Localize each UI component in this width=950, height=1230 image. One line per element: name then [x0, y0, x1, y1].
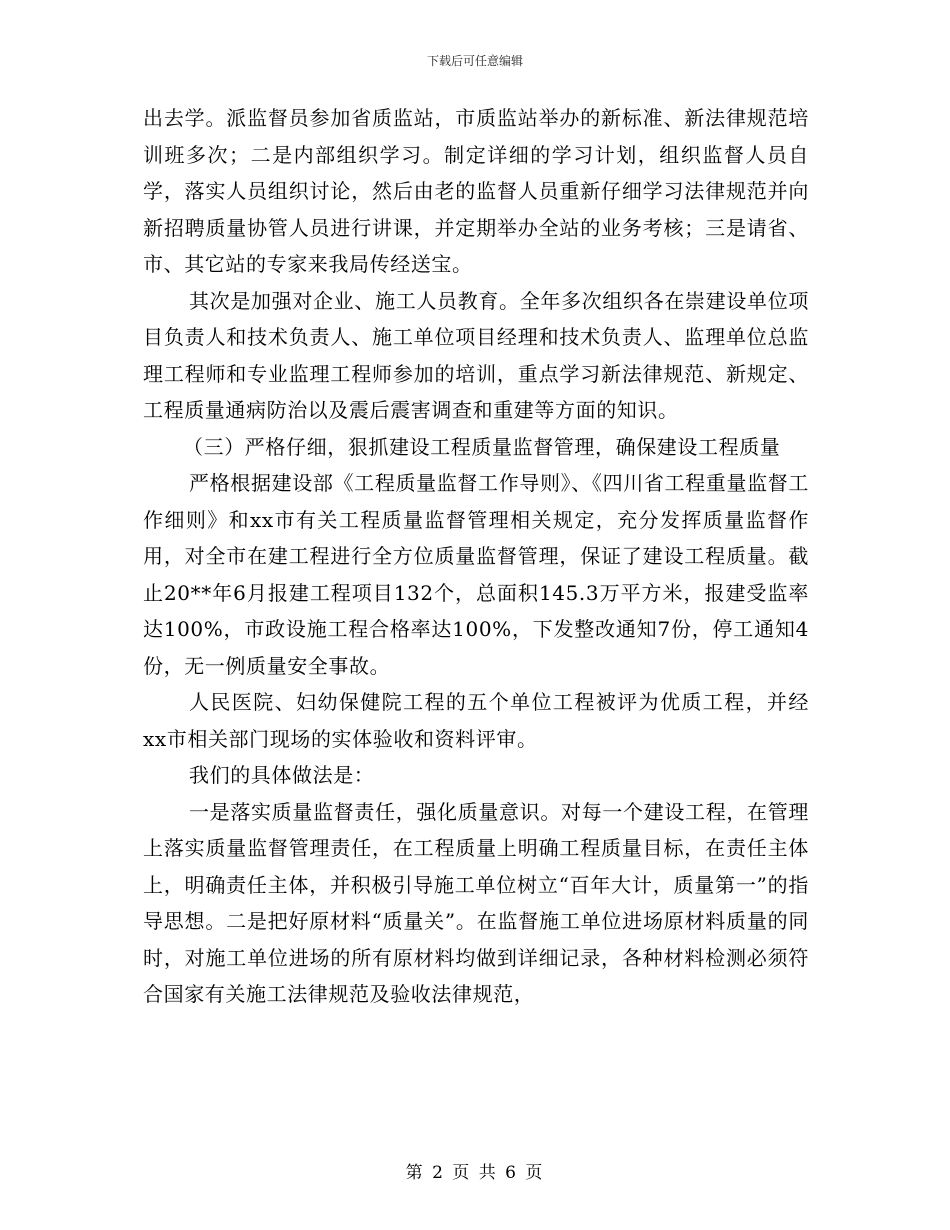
paragraph-6: 一是落实质量监督责任，强化质量意识。对每一个建设工程，在管理上落实质量监督管理责任，在工程质量上明确工程质量目标，在责任主体上，明确责任主体，并积极引导施工单位树立“百年大计，质量第一”的指导思想。二是把好原材料“质量关”。在监督施工单位进场原材料质量的同时，对施工单位进场的所有原材料均做到详细记录，各种材料检测必须符合国家有关施工法律规范及验收法律规范， [143, 799, 809, 1006]
document-body [143, 100, 809, 1013]
page-number-footer: 第 2 页 共 6 页 [405, 1163, 545, 1183]
paragraph-4: 人民医院、妇幼保健院工程的五个单位工程被评为优质工程，并经xx市相关部门现场的实体验收和资料评审。 [143, 690, 809, 751]
paragraph-5: 我们的具体做法是： [189, 763, 375, 787]
page-header-note: 下载后可任意编辑 [426, 54, 523, 68]
paragraph-1: 出去学。派监督员参加省质监站，市质监站举办的新标准、新法律规范培训班多次；二是内部组织学习。制定详细的学习计划，组织监督人员自学，落实人员组织讨论，然后由老的监督人员重新仔细学习法律规范并向新招聘质量协管人员进行讲课，并定期举办全站的业务考核；三是请省、市、其它站的专家来我局传经送宝。 [143, 106, 809, 276]
paragraph-3: 严格根据建设部《工程质量监督工作导则》、《四川省工程重量监督工作细则》和xx市有关工程质量监督管理相关规定，充分发挥质量监督作用，对全市在建工程进行全方位质量监督管理，保证了建设工程质量。截止20**年6月报建工程项目132个，总面积145.3万平方米，报建受监率达100%，市政设施工程合格率达100%，下发整改通知7份，停工通知4份，无一例质量安全事故。 [143, 471, 809, 678]
paragraph-2: 其次是加强对企业、施工人员教育。全年多次组织各在崇建设单位项目负责人和技术负责人、施工单位项目经理和技术负责人、监理单位总监理工程师和专业监理工程师参加的培训，重点学习新法律规范、新规定、工程质量通病防治以及震后震害调查和重建等方面的知识。 [143, 288, 809, 422]
section-heading: （三）严格仔细，狠抓建设工程质量监督管理，确保建设工程质量 [183, 434, 781, 459]
